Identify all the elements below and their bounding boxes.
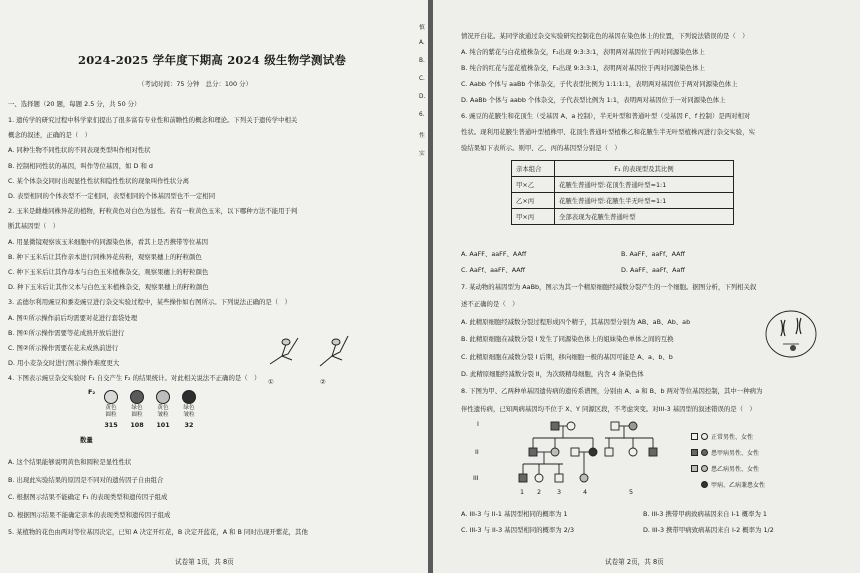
exam-page-2 (433, 0, 860, 573)
q8-option-b: B. III-3 携带甲病致病基因来自 I-1 概率为 1 (643, 510, 767, 518)
pea-icon (182, 390, 196, 404)
square-icon (691, 449, 698, 456)
text-line: A. 纯合的紫花与白花植株杂交，F₂出现 9:3:3:1，表明两对基因位于两对同源染色体上 (461, 48, 705, 56)
table-header-cell: F₁ 的表现型及其比例 (555, 161, 734, 177)
table-row (512, 177, 734, 193)
text-line: D. 根据图示结果不能确定亲本的表现类型和遗传因子组成 (8, 510, 171, 519)
table-cell: 乙×丙 (512, 193, 555, 209)
legend-label: 正常男性、女性 (711, 434, 754, 441)
circle-icon (701, 433, 708, 440)
margin-char: C. (419, 76, 425, 82)
text-line: B. 种下玉米后让其作亲本进行同株异花传粉，观察果穗上的籽粒颜色 (8, 252, 202, 261)
text-line: 性状。现利用花腋生普通叶型植株甲、花顶生普通叶型植株乙和花腋生半无叶型植株丙进行杂交实验，实 (461, 128, 755, 136)
cross-results-table (511, 160, 734, 225)
generation-label-1: I (477, 420, 479, 428)
binding-margin (418, 0, 428, 573)
text-line: 1. 遗传学的研究过程中科学家们提出了很多富有专业性和前瞻性的概念和理论。下列关于遗传学中相关 (8, 116, 298, 124)
generation-label-2: II (475, 448, 479, 456)
q8-option-d: D. III-3 携带甲病致病基因来自 I-2 概率为 1/2 (643, 526, 774, 534)
text-line: B. 纯合的红花与蓝花植株杂交，F₂出现 9:3:3:1，表明两对基因位于两对同源染色体上 (461, 64, 705, 72)
table-row (512, 193, 734, 209)
phenotype-column (178, 390, 200, 429)
text-line: C. 图②所示操作需要在花未成熟前进行 (8, 344, 119, 352)
margin-char: 6. (419, 112, 425, 118)
legend-label: 患甲病男性、女性 (711, 450, 760, 457)
circle-icon (701, 449, 708, 456)
legend-label: 患乙病男性、女性 (711, 466, 760, 473)
generation-label-3: III (473, 474, 479, 482)
text-line: 概念的叙述，正确的是（ ） (8, 131, 92, 140)
text-line: D. 种下玉米后让其作父本与白色玉米植株杂交，观察果穗上的籽粒颜色 (8, 283, 209, 292)
table-cell: 全部表现为花腋生普通叶型 (555, 209, 734, 225)
text-line: A. 图①所示操作前后均需要对花进行套袋处理 (8, 313, 138, 322)
phenotype-count: 32 (184, 421, 194, 429)
phenotype-name: 黄色皱粒 (157, 405, 169, 418)
pollination-figure (262, 330, 352, 385)
text-line: 3. 孟德尔利用豌豆和黍麦豌豆进行杂交实验过程中，某些操作如右图所示。下列说法正确的是（ ） (8, 298, 291, 307)
phenotype-name: 黄色圆粒 (105, 405, 117, 418)
table-cell: 花腋生普通叶型:花腋生半无叶型=1:1 (555, 193, 734, 209)
text-line: 4. 下图表示豌豆杂交实验时 F₁ 自交产生 F₂ 的结果统计。对此相关说法不正确的是（ ） (8, 374, 261, 383)
text-line: B. 图①所示操作需要等花成熟开放后进行 (8, 328, 125, 337)
margin-char: 实 (419, 151, 425, 157)
circle-icon (701, 481, 708, 488)
q6-option-c: C. AaFf、aaFF、AAff (461, 266, 526, 274)
page-footer: 试卷第 2页，共 8页 (605, 558, 664, 566)
text-line: C. Aabb 个体与 aaBb 个体杂交，子代表型比例为 1:1:1:1，表明两对基因位于两对同源染色体上 (461, 80, 738, 88)
q6-option-b: B. AaFF、aaFf、AAff (621, 250, 685, 258)
text-line: D. 此精原细胞经减数分裂 II，为次级精母细胞，内含 4 条染色体 (461, 370, 644, 378)
text-line: A. 同种生物不同性状的不同表现类型叫作相对性状 (8, 146, 151, 155)
phenotype-count: 315 (104, 421, 118, 429)
margin-char: B. (419, 58, 425, 64)
text-line: C. 某个体杂交同时出现显性性状和隐性性状的现象叫作性状分离 (8, 176, 190, 185)
pedigree-number: 2 (537, 488, 542, 496)
legend-label: 甲病、乙病兼患女性 (711, 482, 766, 489)
square-icon (691, 433, 698, 440)
text-line: 述不正确的是（ ） (461, 300, 519, 309)
sperm-cell-diagram (763, 308, 819, 360)
text-line: B. 出现此实验结果的原因是不同对的遗传因子自由组合 (8, 475, 164, 484)
phenotype-count: 101 (156, 421, 170, 429)
text-line: 伴性遗传病，已知两病基因均不位于 X、Y 同源区段，不考虑突变。对III-3 基因型的叙述错误的是（ ） (461, 404, 756, 413)
pea-icon (156, 390, 170, 404)
pedigree-number: 1 (520, 488, 525, 496)
text-line: 7. 某动物的基因型为 AaBb，图示为其一个精原细胞经减数分裂产生的一个细胞。据图分析，下列相关叙 (461, 283, 757, 291)
text-line: A. 此精原细胞经减数分裂过程形成四个精子，其基因型分别为 AB、aB、Ab、ab (461, 317, 691, 326)
phenotype-column (126, 390, 148, 429)
page-footer: 试卷第 1页，共 8页 (175, 558, 234, 566)
text-line: 8. 下图为甲、乙两种单基因遗传病的遗传系谱图，分别由 A、a 和 B、b 两对等位基因控制，其中一种病为 (461, 387, 763, 396)
pea-icon (130, 390, 144, 404)
text-line: 5. 某植物的花色由两对等位基因决定，已知 A 决定开红花，B 决定开蓝花，A 和 B 同时出现开紫花，其他 (8, 528, 308, 536)
text-line: C. 根据图示结果不能确定 F₁ 的表现类型和遗传因子组成 (8, 493, 168, 501)
text-line: B. 此精原细胞在减数分裂 I 发生了同源染色体上的姐妹染色单体之间的互换 (461, 335, 674, 344)
text-line: A. 这个结果能够说明黄色和圆粒是显性性状 (8, 458, 132, 466)
margin-char: 性 (419, 133, 425, 139)
text-line: C. 种下玉米后让其作母本与白色玉米植株杂交，观察果穗上的籽粒颜色 (8, 268, 209, 276)
phenotype-column (100, 390, 122, 429)
section-heading: 一、选择题（20 题，每题 2.5 分，共 50 分） (8, 100, 141, 108)
legend-item (701, 480, 765, 489)
phenotype-name: 绿色皱粒 (183, 405, 195, 418)
exam-page-1 (0, 0, 428, 573)
figure-label-1: ① (268, 378, 274, 386)
f2-phenotype-chart (100, 390, 200, 429)
count-label: 数量 (80, 436, 93, 444)
phenotype-count: 108 (130, 421, 144, 429)
phenotype-name: 绿色圆粒 (131, 405, 143, 418)
exam-info: （考试时间：75 分钟 总分：100 分） (138, 80, 252, 88)
table-cell: 甲×乙 (512, 177, 555, 193)
pedigree-number: 5 (629, 488, 634, 496)
text-line: 情况开白花。某同学欲通过杂交实验研究控制花色的基因在染色体上的位置，下列说法错误的是（ ） (461, 32, 749, 40)
text-line: 2. 玉米是雌雄同株异花的植物，籽粒黄色对白色为显性。若有一粒黄色玉米，以下哪种方法不能用于判 (8, 207, 298, 216)
text-line: 验结果如下表所示。则甲、乙、丙的基因型分别是（ ） (461, 144, 621, 152)
table-header-row (512, 161, 734, 177)
q8-option-c: C. III-3 与 II-3 基因型相同的概率为 2/3 (461, 526, 575, 534)
phenotype-column (152, 390, 174, 429)
text-line: C. 此精原细胞在减数分裂 I 后期，移向细胞一极的基因可能是 A、a、b、b (461, 352, 673, 361)
text-line: B. 控制相同性状的基因，叫作等位基因，如 D 和 d (8, 161, 153, 170)
table-row (512, 209, 734, 225)
pedigree-number: 4 (583, 488, 588, 496)
pedigree-number: 3 (557, 488, 562, 496)
legend-item (691, 432, 753, 441)
f2-label: F₂ (88, 388, 96, 396)
margin-char: A. (419, 40, 425, 46)
table-header-cell: 亲本组合 (512, 161, 555, 177)
q8-option-a: A. III-3 与 II-1 基因型相同的概率为 1 (461, 510, 568, 518)
legend-item (691, 464, 759, 473)
figure-label-2: ② (320, 378, 326, 386)
square-icon (691, 465, 698, 472)
margin-char: 慎 (419, 25, 425, 31)
exam-title: 2024-2025 学年度下期高 2024 级生物学测试卷 (78, 53, 347, 67)
table-cell: 甲×丙 (512, 209, 555, 225)
text-line: 断其基因型（ ） (8, 222, 60, 231)
q6-option-a: A. AaFF、aaFF、AAff (461, 250, 527, 258)
text-line: 6. 豌豆的花腋生和花顶生（受基因 A、a 控制），半无叶型和普通叶型（受基因 F、f 控制）是两对相对 (461, 112, 751, 120)
margin-char: D. (419, 94, 426, 100)
circle-icon (701, 465, 708, 472)
pea-icon (104, 390, 118, 404)
table-cell: 花腋生普通叶型:花顶生普通叶型=1:1 (555, 177, 734, 193)
text-line: D. 用小麦杂交时进行图示操作难度更大 (8, 359, 120, 368)
q6-option-d: D. AaFF、aaFf、Aaff (621, 266, 685, 274)
text-line: D. 表型相同的个体表型不一定相同，表型相同的个体基因型也不一定相同 (8, 192, 216, 200)
text-line: D. AaBb 个体与 aabb 个体杂交，子代表型比例为 1:1，表明两对基因位于一对同源染色体上 (461, 96, 726, 104)
legend-item (691, 448, 759, 457)
text-line: A. 用显微镜观察该玉米细胞中的同源染色体，看其上是否携带等位基因 (8, 237, 209, 246)
